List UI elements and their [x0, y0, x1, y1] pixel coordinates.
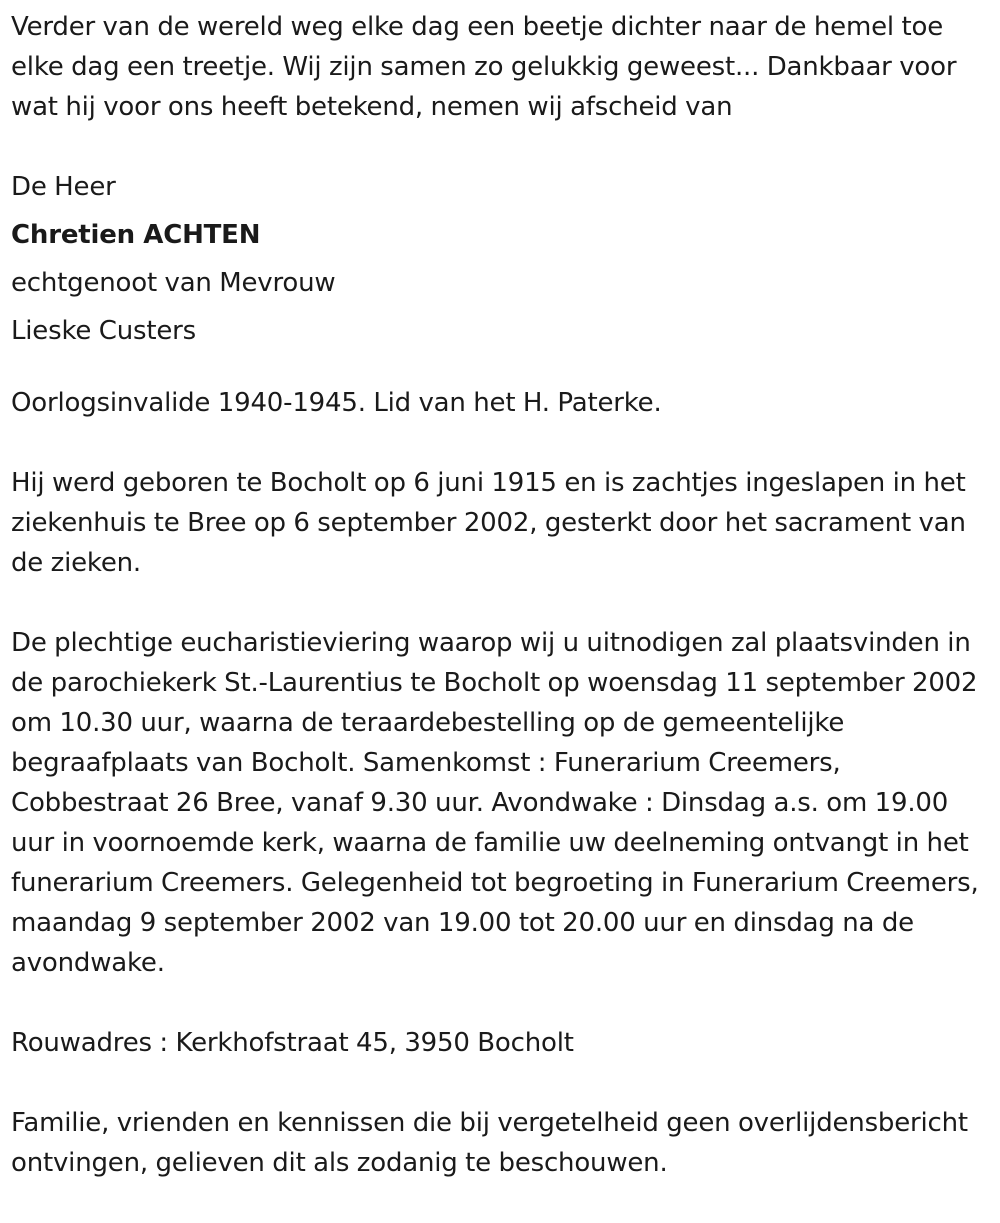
ceremony-paragraph: De plechtige eucharistieviering waarop wij u uitnodigen zal plaatsvinden in de parochiekerk St.-Laurentius te Bocholt op woensdag 11 september 2002 om 10.30 uur, waarna de teraardebestelling op de gemeentelijke begraafplaats van Bocholt. Samenkomst : Funerarium Creemers, Cobbestraat 26 Bree, vanaf 9.30 uur. Avondwake : Dinsdag a.s. om 19.00 uur in voornoemde kerk, waarna de familie uw deelneming ontvangt in het funerarium Creemers. Gelegenheid tot begroeting in Funerarium Creemers, maandag 9 september 2002 van 19.00 tot 20.00 uur en dinsdag na de avondwake.: [11, 628, 979, 978]
mourning-address: Rouwadres : Kerkhofstraat 45, 3950 Bocholt: [11, 1028, 574, 1058]
intro-paragraph: Verder van de wereld weg elke dag een beetje dichter naar de hemel toe elke dag een treetje. Wij zijn samen zo gelukkig geweest... Dankbaar voor wat hij voor ons heeft betekend, nemen wij afscheid van: [11, 12, 957, 122]
obituary-document: [11, 7, 996, 1223]
closing-note: Familie, vrienden en kennissen die bij vergetelheid geen overlijdensbericht ontvingen, gelieven dit als zodanig te beschouwen.: [11, 1108, 968, 1178]
deceased-name: Chretien ACHTEN: [11, 220, 261, 250]
life-dates-paragraph: Hij werd geboren te Bocholt op 6 juni 1915 en is zachtjes ingeslapen in het ziekenhuis te Bree op 6 september 2002, gesterkt door het sacrament van de zieken.: [11, 468, 966, 578]
spouse-name: Lieske Custers: [11, 316, 196, 346]
memberships-paragraph: Oorlogsinvalide 1940-1945. Lid van het H. Paterke.: [11, 388, 662, 418]
deceased-block: [11, 167, 996, 351]
spouse-label: echtgenoot van Mevrouw: [11, 268, 336, 298]
honorific: De Heer: [11, 172, 116, 202]
